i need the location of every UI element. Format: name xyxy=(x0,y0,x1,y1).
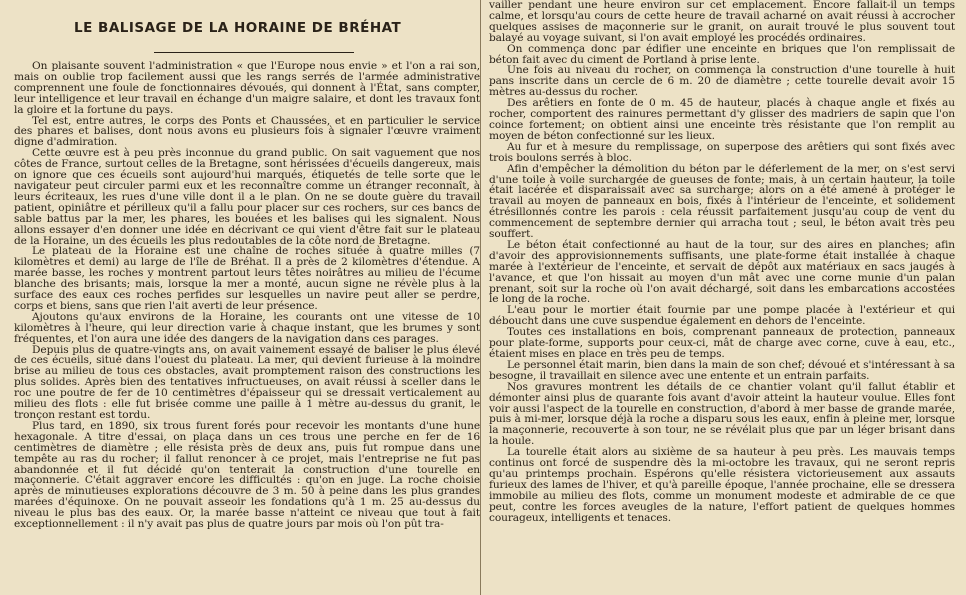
article-title: LE BALISAGE DE LA HORAINE DE BRÉHAT xyxy=(74,20,402,36)
paragraph: Tel est, entre autres, le corps des Ponts et Chaussées, et en particulier le service des phares et balises, dont nous avons eu plusieurs fois à signaler l'œuvre vraiment digne d'admiration. xyxy=(14,114,480,149)
left-text xyxy=(14,61,480,530)
right-column xyxy=(489,0,955,595)
paragraph: Ajoutons qu'aux environs de la Horaine, les courants ont une vitesse de 10 kilomètres à l'heure, qui leur direction varie à chaque instant, que les brumes y sont fréquentes, et l'on aura une idée des dangers de la navigation dans ces parages. xyxy=(14,310,480,345)
paragraph: Toutes ces installations en bois, comprenant panneaux de protection, panneaux pour plate-forme, supports pour ceux-ci, mât de charge avec corne, cuve à eau, etc., étaient mises en place en très peu de temps. xyxy=(489,326,955,360)
paragraph: La tourelle était alors au sixième de sa hauteur à peu près. Les mauvais temps continus ont forcé de suspendre dès la mi-octobre les travaux, qui ne seront repris qu'au printemps prochain. Espérons qu'elle résistera victorieusement aux assauts furieux des lames de l'hiver, et qu'à pareille époque, l'année prochaine, elle se dressera immobile au milieu des flots, comme un monument modeste et admirable de ce que peut, contre les forces aveugles de la nature, l'effort patient de quelques hommes courageux, intelligents et tenaces. xyxy=(489,446,955,524)
paragraph: Le personnel était marin, bien dans la main de son chef; dévoué et s'intéressant à sa besogne, il travaillait en silence avec une entente et un entrain parfaits. xyxy=(489,358,955,382)
paragraph: On commença donc par édifier une enceinte en briques que l'on remplissait de béton fait avec du ciment de Portland à prise lente. xyxy=(489,42,955,66)
paragraph: On plaisante souvent l'administration « que l'Europe nous envie » et l'on a rai son, mais on oublie trop facilement aussi que les rangs serrés de l'armée administrative comprennent une foule de fonctionnaires dévoués, qui donnent à l'État, sans compter, leur intelligence et leur travail en échange d'un maigre salaire, et dont les travaux font la gloire et la fortune du pays. xyxy=(14,60,480,116)
paragraph: Le béton était confectionné au haut de la tour, sur des aires en planches; afin d'avoir des approvisionnements suffisants, une plate-forme était installée à chaque marée à l'extérieur de l'enceinte, et servait de dépôt aux matériaux en sacs jaugés à l'avance, et que l'on hissait au moyen d'un mât avec une corne munie d'un palan prenant, soit sur la roche où l'on avait déchargé, soit dans les embarcations accostées le long de la roche. xyxy=(489,238,955,306)
paragraph: Des arêtiers en fonte de 0 m. 45 de hauteur, placés à chaque angle et fixés au rocher, comportent des rainures permettant d'y glisser des madriers de sapin que l'on coince fortement; on obtient ainsi une enceinte très résistante que l'on remplit au moyen de béton confectionné sur les lieux. xyxy=(489,97,955,142)
paragraph: Une fois au niveau du rocher, on commença la construction d'une tourelle à huit pans inscrite dans un cercle de 6 m. 20 de diamètre ; cette tourelle devait avoir 15 mètres au-dessus du rocher. xyxy=(489,64,955,99)
left-column xyxy=(14,0,480,595)
paragraph: Au fur et à mesure du remplissage, on superpose des arêtiers qui sont fixés avec trois boulons serrés à bloc. xyxy=(489,140,955,164)
paragraph: Nos gravures montrent les détails de ce chantier volant qu'il fallut établir et démonter ainsi plus de quarante fois avant d'avoir atteint la hauteur voulue. Elles font voir aussi l'aspect de la tourelle en construction, d'abord à mer basse de grande marée, puis à mi-mer, lorsque déjà la roche a disparu sous les eaux, enfin à pleine mer, lorsque la maçonnerie, recouverte à son tour, ne se révélait plus que par un léger brisant dans la houle. xyxy=(489,380,955,448)
paragraph: vailler pendant une heure environ sur cet emplacement. Encore fallait-il un temps calme, et lorsqu'au cours de cette heure de travail acharné on avait réussi à accrocher quelques assises de maçonnerie sur le granit, on aurait trouvé le plus souvent tout balayé au voyage suivant, si l'on avait employé les procédés ordinaires. xyxy=(489,0,955,44)
paragraph: Plus tard, en 1890, six trous furent forés pour recevoir les montants d'une hune hexagonale. A titre d'essai, on plaça dans un ces trous une perche en fer de 16 centimètres de diamètre ; elle résista près de deux ans, puis fut rompue dans une tempête au ras du rocher; il fallut renoncer à ce projet, mais l'entreprise ne fut pas abandonnée et il fut décidé qu'on tenterait la construction d'une tourelle en maçonnerie. C'était aggraver encore les difficultés : qu'on en juge. La roche choisie après de minutieuses explorations découvre de 3 m. 50 à peine dans les plus grandes marées d'équinoxe. On ne pouvait asseoir les fondations qu'à 1 m. 25 au-dessus du niveau le plus bas des eaux. Or, la marée basse n'atteint ce niveau que tout à fait exceptionnellement : il n'y avait pas plus de quatre jours par mois où l'on pût tra- xyxy=(14,419,480,531)
paragraph: Afin d'empêcher la démolition du béton par le déferlement de la mer, on s'est servi d'une toile à voile surchargée de gueuses de fonte; mais, à un certain hauteur, la toile était lacérée et disparaissait avec sa surcharge; alors on a été amené à protéger le travail au moyen de panneaux en bois, fixés à l'intérieur de l'enceinte, et solidement étrésillonnés contre les parois : cela réussit parfaitement jusqu'au coup de vent du commencement de septembre dernier qui arracha tout ; seul, le béton avait très peu souffert. xyxy=(489,162,955,241)
paragraph: Depuis plus de quatre-vingts ans, on avait vainement essayé de baliser le plus élevé de ces écueils, situé dans l'ouest du plateau. La mer, qui devient furieuse à la moindre brise au milieu de tous ces obstacles, avait promptement raison des constructions les plus solides. Après bien des tentatives infructueuses, on avait réussi à sceller dans le roc une poutre de fer de 10 centimètres d'épaisseur qui se dressait verticalement au milieu des flots : elle fut brisée comme une paille à 1 mètre au-dessus du granit, le tronçon restant est tordu. xyxy=(14,343,480,421)
title-rule xyxy=(154,52,354,53)
column-divider xyxy=(480,0,481,595)
paragraph: L'eau pour le mortier était fournie par une pompe placée à l'extérieur et qui déboucht dans une cuve suspendue également en dehors de l'enceinte. xyxy=(489,304,955,328)
paragraph: Cette œuvre est à peu près inconnue du grand public. On sait vaguement que nos côtes de France, surtout celles de la Bretagne, sont hérissées d'écueils dangereux, mais on ignore que ces écueils sont aujourd'hui marqués, étiquetés de telle sorte que le navigateur peut circuler parmi eux et les reconnaître comme un étranger reconnaît, à leurs écriteaux, les rues d'une ville dont il a le plan. On ne se doute guère du travail patient, opiniâtre et périlleux qu'il a fallu pour placer sur ces rochers, sur ces bancs de sable battus par la mer, les phares, les bouées et les balises qui les signalent. Nous allons essayer d'en donner une idée en décrivant ce qui vient d'être fait sur le plateau de la Horaine, un des écueils les plus redoutables de la côte nord de Bretagne. xyxy=(14,147,480,247)
paragraph: Le plateau de la Horaine est une chaîne de roches située à quatre milles (7 kilomètres et demi) au large de l'île de Bréhat. Il a près de 2 kilomètres d'étendue. A marée basse, les roches y montrent partout leurs têtes noirâtres au milieu de l'écume blanche des brisants; mais, lorsque la mer a monté, aucun signe ne révèle plus à la surface des eaux ces roches perfides sur lesquelles un navire peut aller se perdre, corps et biens, sans que rien l'ait averti de leur présence. xyxy=(14,245,480,312)
